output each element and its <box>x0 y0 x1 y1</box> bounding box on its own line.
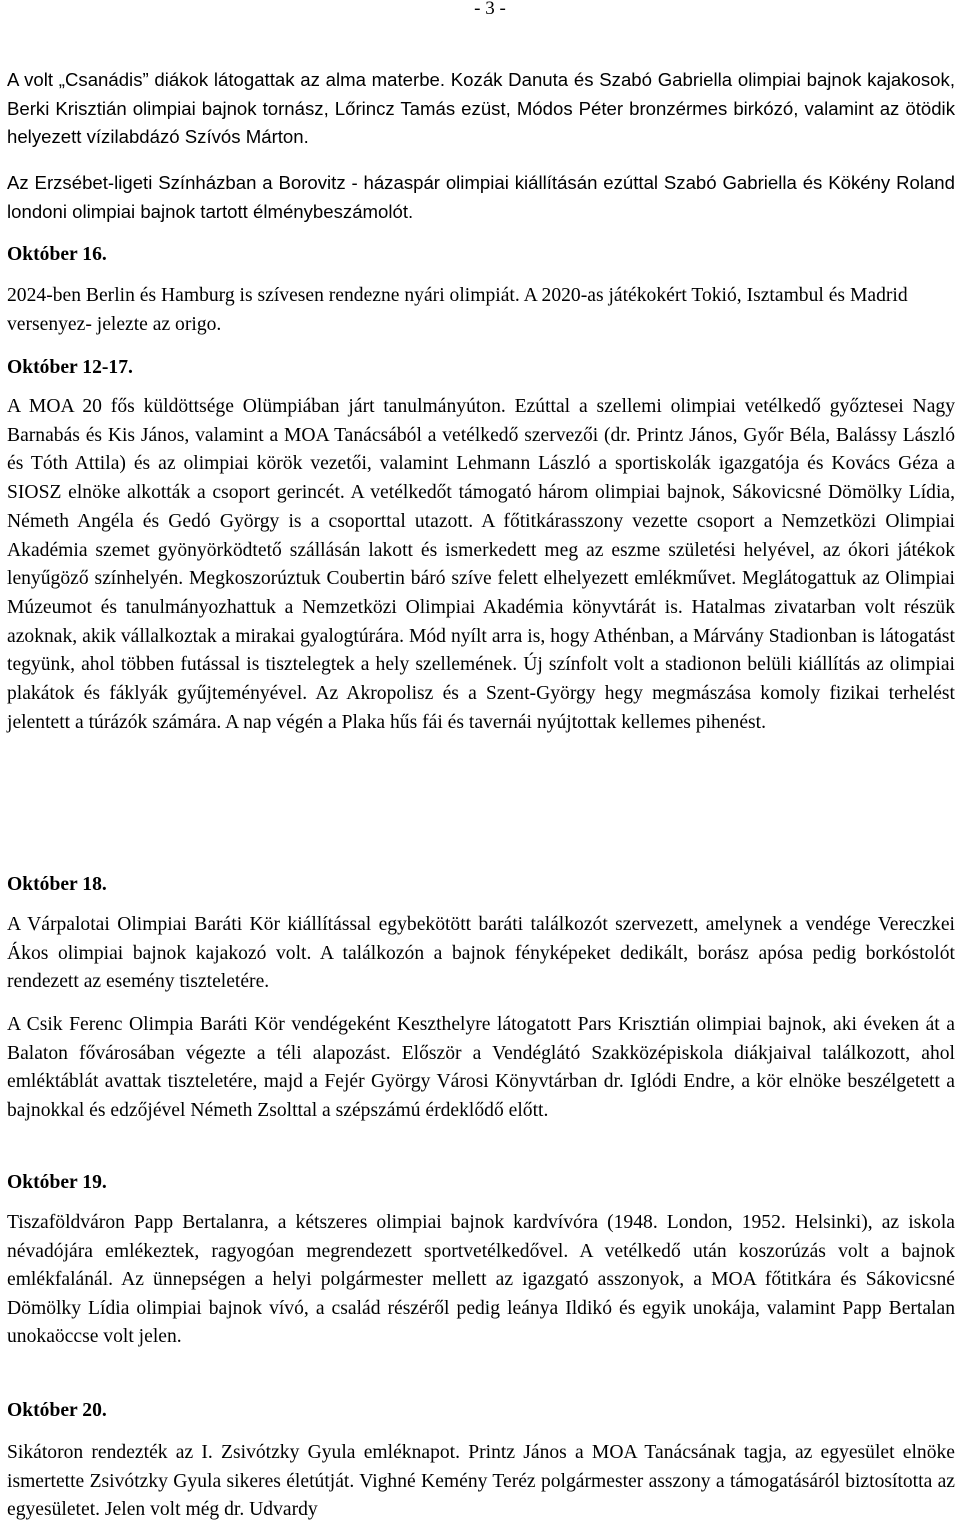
paragraph-keszthely: A Csik Ferenc Olimpia Baráti Kör vendégeként Keszthelyre látogatott Pars Krisztián olimpiai bajnok, aki éveken át a Balaton fővárosában végezte a téli alapozást. Először a Vendéglátó Szakközépiskola diákjaival találkozott, ahol emléktáblát avattak tiszteletére, majd a Fejér György Városi Könyvtárban dr. Iglódi Endre, a kör elnöke beszélgetett a bajnokkal és edzőjével Németh Zsolttal a szépszámú érdeklődő előtt. <box>7 1014 955 1121</box>
paragraph-moa-olympia-trip: A MOA 20 fős küldöttsége Olümpiában járt tanulmányúton. Ezúttal a szellemi olimpiai vetélkedő győztesei Nagy Barnabás és Kis János, valamint a MOA Tanácsából a vetélkedő szervezői (dr. Printz János, Győr Béla, Balássy László és Tóth Attila) és az olimpiai körök vezetői, valamint Lehmann László a sportiskolák igazgatója és Kovács Géza a SIOSZ elnöke alkották a csoport gerincét. A vetélkedőt támogató három olimpiai bajnok, Sákovicsné Dömölky Lídia, Németh Angéla és Gedó György is a csoporttal utazott. A főtitkárasszony vezette csoport a Nemzetközi Olimpiai Akadémia szemet gyönyörködtető szállásán lakott és ismerkedett meg az eszme születési helyével, az ókori játékok lenyűgöző színhelyén. Megkoszorúztuk Coubertin báró szíve felett elhelyezett emlékművet. Meglátogattuk az Olimpiai Múzeumot és tanulmányozhattuk a Nemzetközi Olimpiai Akadémia könyvtárát is. Hatalmas zivatarban volt részük azoknak, akik vállalkoztak a mirakai gyalogtúrára. Mód nyílt arra is, hogy Athénban, a Márvány Stadionban is látogatást tegyünk, ahol többen futással is tisztelegtek a hely szellemének. Új színfolt volt a stadionon belüli kiállítás az olimpiai plakátok és fáklyák gyűjteményével. Az Akropolisz és a Szent-György hegy megmászása komoly fizikai terhelést jelentett a túrázók számára. A nap végén a Plaka hűs fái és tavernái nyújtottak kellemes pihenést. <box>7 396 955 733</box>
date-heading-oct-19: Október 19. <box>7 1172 107 1193</box>
page-number: - 3 - <box>474 0 506 19</box>
date-heading-oct-18: Október 18. <box>7 874 107 895</box>
paragraph-varpalota: A Várpalotai Olimpiai Baráti Kör kiállítással egybekötött baráti találkozót szervezett, amelynek a vendége Vereczkei Ákos olimpiai bajnok kajakozó volt. A találkozón a bajnok fényképeket dedikált, borász apósa pedig borkóstolót rendezett az esemény tiszteletére. <box>7 914 955 993</box>
paragraph-berlin-hamburg: 2024-ben Berlin és Hamburg is szívesen rendezne nyári olimpiát. A 2020-as játékokért Tokió, Isztambul és Madrid versenyez- jelezte az origo. <box>7 285 908 335</box>
date-heading-oct-12-17: Október 12-17. <box>7 357 133 378</box>
paragraph-sikator: Sikátoron rendezték az I. Zsivótzky Gyula emléknapot. Printz János a MOA Tanácsának tagja, az egyesület elnöke ismertette Zsivótzky Gyula sikeres életútját. Vighné Kemény Teréz polgármester asszony a támogatásáról biztosította az egyesületet. Jelen volt még dr. Udvardy <box>7 1442 955 1521</box>
date-heading-oct-20: Október 20. <box>7 1400 107 1421</box>
paragraph-erzsebet-ligeti: Az Erzsébet-ligeti Színházban a Borovitz - házaspár olimpiai kiállításán ezúttal Szabó Gabriella és Kökény Roland londoni olimpiai bajnok tartott élménybeszámolót. <box>7 172 955 222</box>
paragraph-csanadis-visit: A volt „Csanádis” diákok látogattak az alma materbe. Kozák Danuta és Szabó Gabriella olimpiai bajnok kajakosok, Berki Krisztián olimpiai bajnok tornász, Lőrincz Tamás ezüst, Módos Péter bronzérmes birkózó, valamint az ötödik helyezett vízilabdázó Szívós Márton. <box>7 69 955 148</box>
date-heading-oct-16: Október 16. <box>7 244 107 265</box>
paragraph-tiszafoldvar: Tiszaföldváron Papp Bertalanra, a kétszeres olimpiai bajnok kardvívóra (1948. London, 1952. Helsinki), az iskola névadójára emlékeztek, ragyogóan megrendezett sportvetélkedővel. A vetélkedő után koszorúzás volt a bajnok emlékfalánál. Az ünnepségen a helyi polgármester mellett az igazgató asszonyok, a MOA főtitkára és Sákovicsné Dömölky Lídia olimpiai bajnok vívó, a család részéről pedig leánya Ildikó és egyik unokája, valamint Papp Bertalan unokaöccse volt jelen. <box>7 1212 955 1348</box>
